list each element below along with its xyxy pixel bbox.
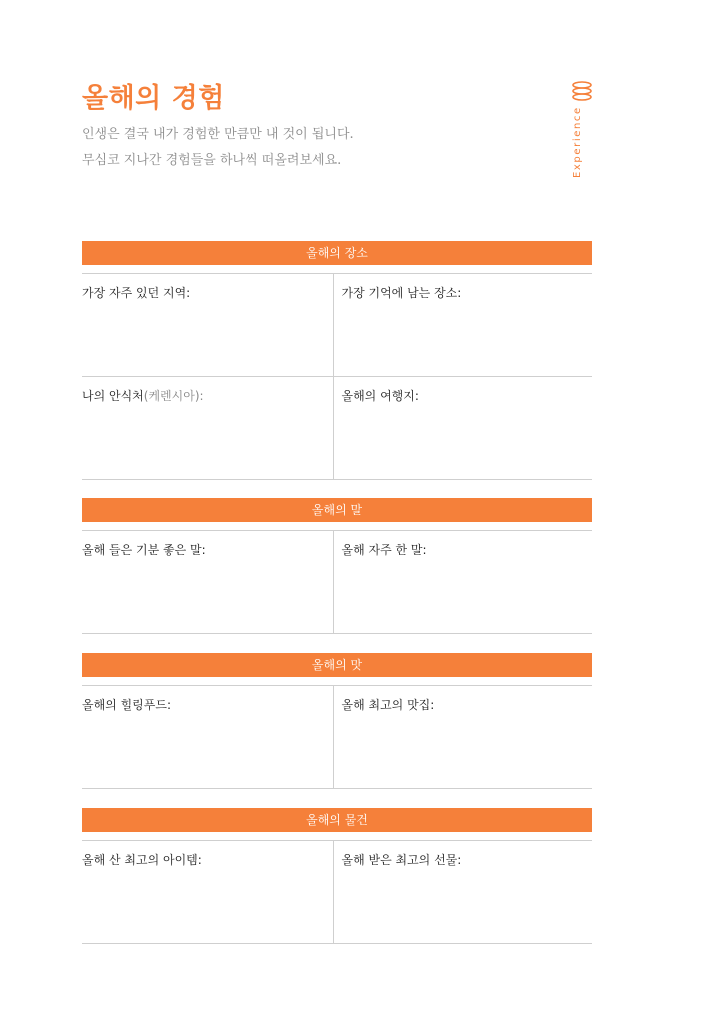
grid-row [82, 274, 592, 377]
subtitle-line: 인생은 결국 내가 경험한 만큼만 내 것이 됩니다. [82, 127, 354, 142]
section-place [82, 241, 592, 480]
section-grid [82, 273, 592, 480]
section-taste [82, 653, 592, 789]
section-words [82, 498, 592, 634]
field-note: (케렌시아): [143, 389, 204, 403]
field-cell[interactable] [82, 377, 333, 479]
field-label: 가장 자주 있던 지역: [82, 286, 191, 300]
section-grid [82, 685, 592, 789]
subtitle-line: 무심코 지나간 경험들을 하나씩 떠올려보세요. [82, 153, 342, 168]
field-label: 올해의 여행지: [341, 389, 419, 403]
side-label: Experience [572, 106, 583, 178]
stacked-rings-icon [570, 80, 594, 108]
field-label: 가장 기억에 남는 장소: [341, 286, 462, 300]
field-cell[interactable] [82, 531, 333, 633]
field-label: 올해 들은 기분 좋은 말: [82, 543, 206, 557]
page-title: 올해의 경험 [82, 83, 225, 114]
field-label: 나의 안식처 [82, 389, 144, 403]
section-header: 올해의 말 [82, 498, 592, 522]
field-cell[interactable] [82, 686, 333, 788]
field-label: 올해의 힐링푸드: [82, 698, 172, 712]
field-cell[interactable] [82, 274, 333, 376]
grid-row [82, 841, 592, 944]
section-items [82, 808, 592, 944]
section-header: 올해의 물건 [82, 808, 592, 832]
field-cell[interactable] [333, 841, 593, 943]
page-subtitle [82, 122, 354, 174]
grid-row [82, 531, 592, 634]
section-header: 올해의 장소 [82, 241, 592, 265]
section-grid [82, 530, 592, 634]
field-cell[interactable] [82, 841, 333, 943]
field-cell[interactable] [333, 686, 593, 788]
field-cell[interactable] [333, 274, 593, 376]
field-label: 올해 자주 한 말: [341, 543, 427, 557]
field-cell[interactable] [333, 531, 593, 633]
grid-row [82, 686, 592, 789]
field-label: 올해 받은 최고의 선물: [341, 853, 462, 867]
field-label: 올해 최고의 맛집: [341, 698, 435, 712]
section-grid [82, 840, 592, 944]
grid-row [82, 377, 592, 480]
field-cell[interactable] [333, 377, 593, 479]
section-header: 올해의 맛 [82, 653, 592, 677]
field-label: 올해 산 최고의 아이템: [82, 853, 202, 867]
